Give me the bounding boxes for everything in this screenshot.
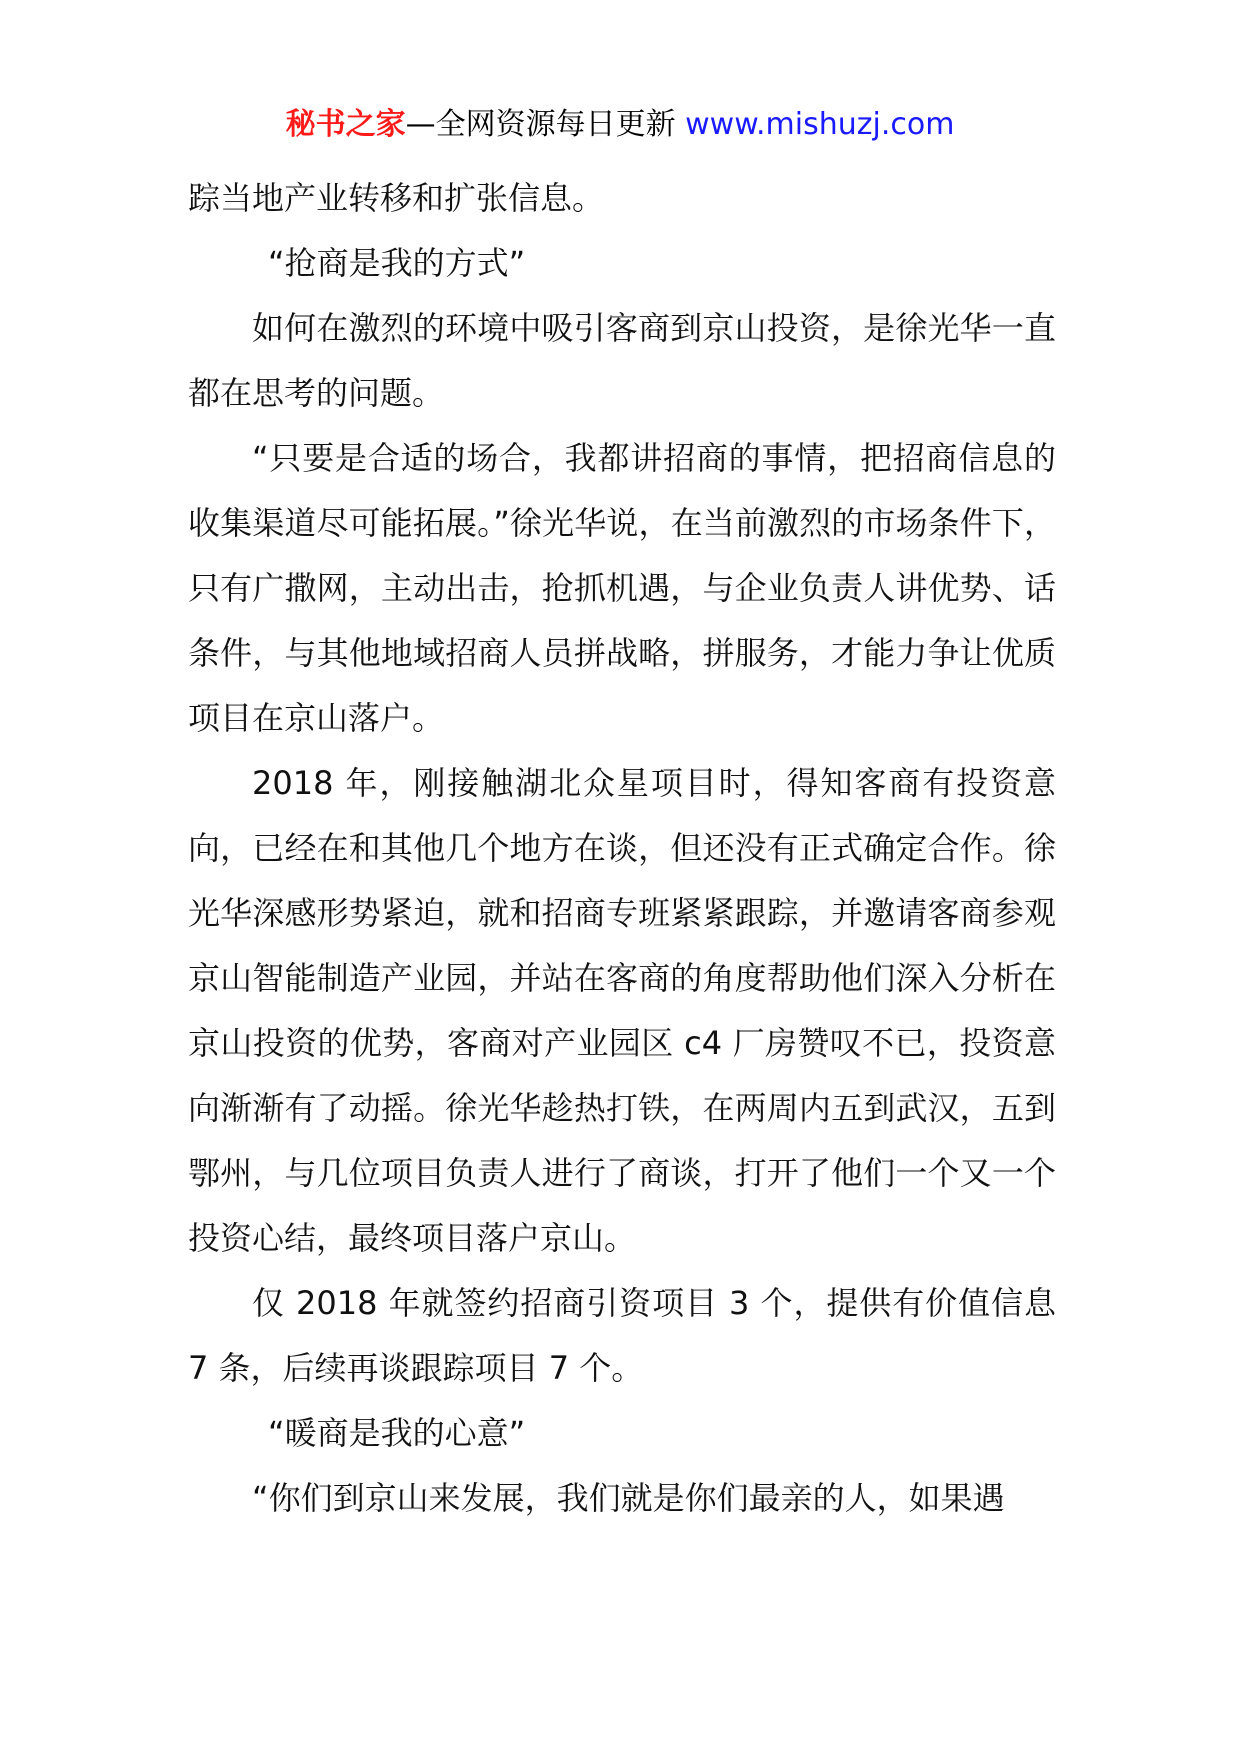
site-header [0,102,1240,148]
header-tagline: —全网资源每日更新 [405,107,686,142]
article-body [188,166,1056,1531]
paragraph: 2018 年，刚接触湖北众星项目时，得知客商有投资意向，已经在和其他几个地方在谈，但还没有正式确定合作。徐光华深感形势紧迫，就和招商专班紧紧跟踪，并邀请客商参观京山智能制造产业园，并站在客商的角度帮助他们深入分析在京山投资的优势，客商对产业园区 c4 厂房赞叹不已，投资意向渐渐有了动摇。徐光华趁热打铁，在两周内五到武汉，五到鄂州，与几位项目负责人进行了商谈，打开了他们一个又一个投资心结，最终项目落户京山。 [188,764,1056,1257]
paragraph-continuation: 踪当地产业转移和扩张信息。 [188,179,605,217]
section-heading-2: “暖商是我的心意” [268,1414,526,1452]
paragraph: 如何在激烈的环境中吸引客商到京山投资，是徐光华一直都在思考的问题。 [188,309,1056,412]
paragraph: 仅 2018 年就签约招商引资项目 3 个，提供有价值信息 7 条，后续再谈跟踪项目 7 个。 [188,1284,1056,1387]
section-heading-1: “抢商是我的方式” [268,244,526,282]
site-url-link[interactable]: www.mishuzj.com [685,107,955,142]
paragraph: “你们到京山来发展，我们就是你们最亲的人，如果遇 [252,1479,1005,1517]
paragraph: “只要是合适的场合，我都讲招商的事情，把招商信息的收集渠道尽可能拓展。”徐光华说，在当前激烈的市场条件下，只有广撒网，主动出击，抢抓机遇，与企业负责人讲优势、话条件，与其他地域招商人员拼战略，拼服务，才能力争让优质项目在京山落户。 [188,439,1056,737]
brand-name: 秘书之家 [285,107,406,142]
